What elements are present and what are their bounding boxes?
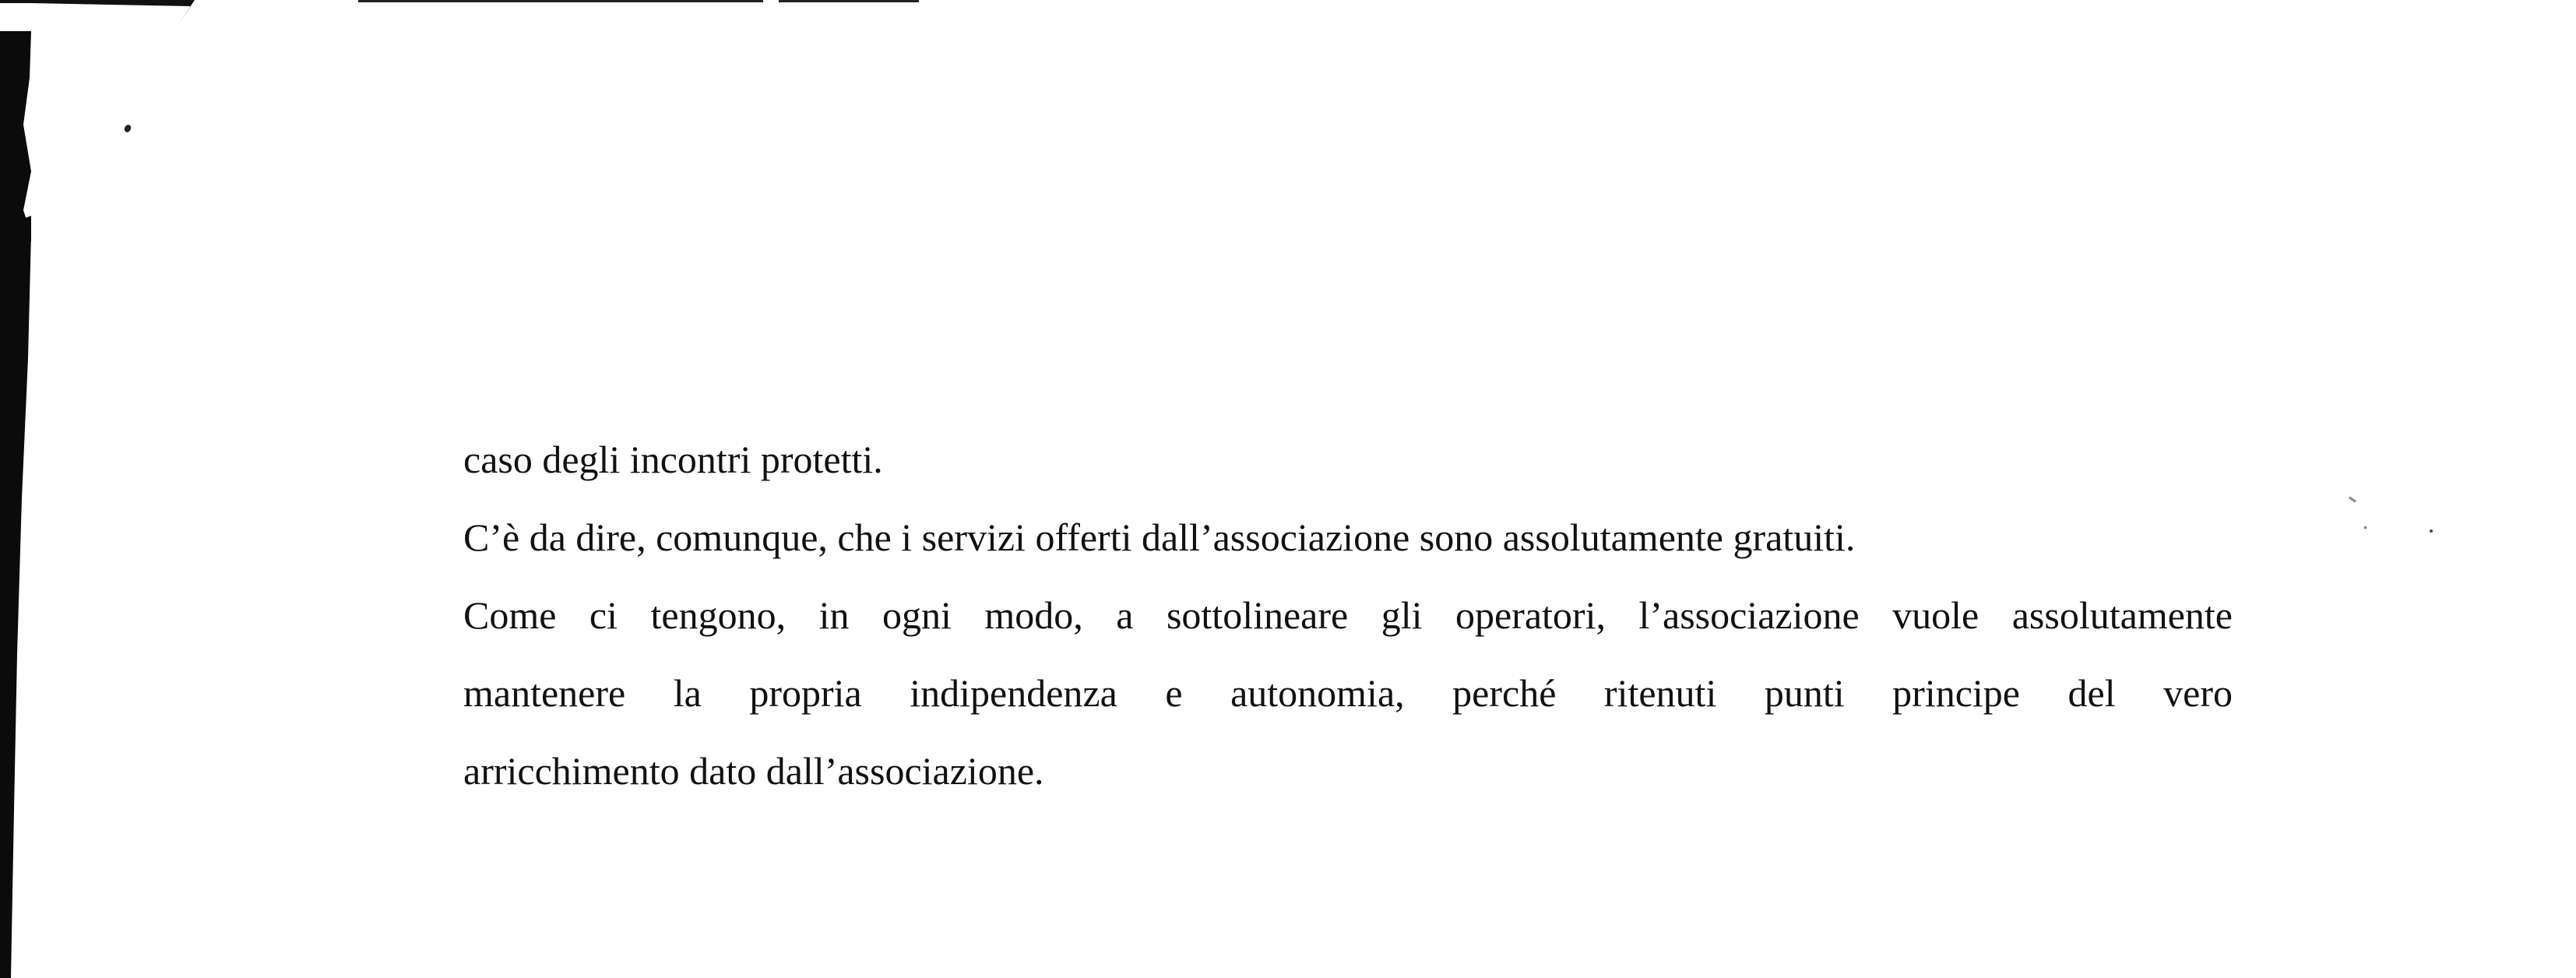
- scan-speck: [2430, 529, 2433, 533]
- document-body: [463, 420, 2233, 810]
- text-line: C’è da dire, comunque, che i servizi offerti dall’associazione sono assolutamente gratuiti.: [463, 515, 1856, 559]
- text-line: Come ci tengono, in ogni modo, a sottolineare gli operatori, l’associazione vuole assolutamente: [463, 593, 2233, 637]
- scan-border-top: [0, 0, 1012, 31]
- scan-border-left: [0, 31, 31, 978]
- text-line: arricchimento dato dall’associazione.: [463, 749, 1044, 793]
- text-line: caso degli incontri protetti.: [463, 438, 883, 481]
- text-line: mantenere la propria indipendenza e autonomia, perché ritenuti punti principe del vero: [463, 671, 2233, 715]
- scan-speck: [2364, 526, 2367, 529]
- scan-speck: [123, 124, 132, 134]
- scan-speck: [2349, 496, 2356, 502]
